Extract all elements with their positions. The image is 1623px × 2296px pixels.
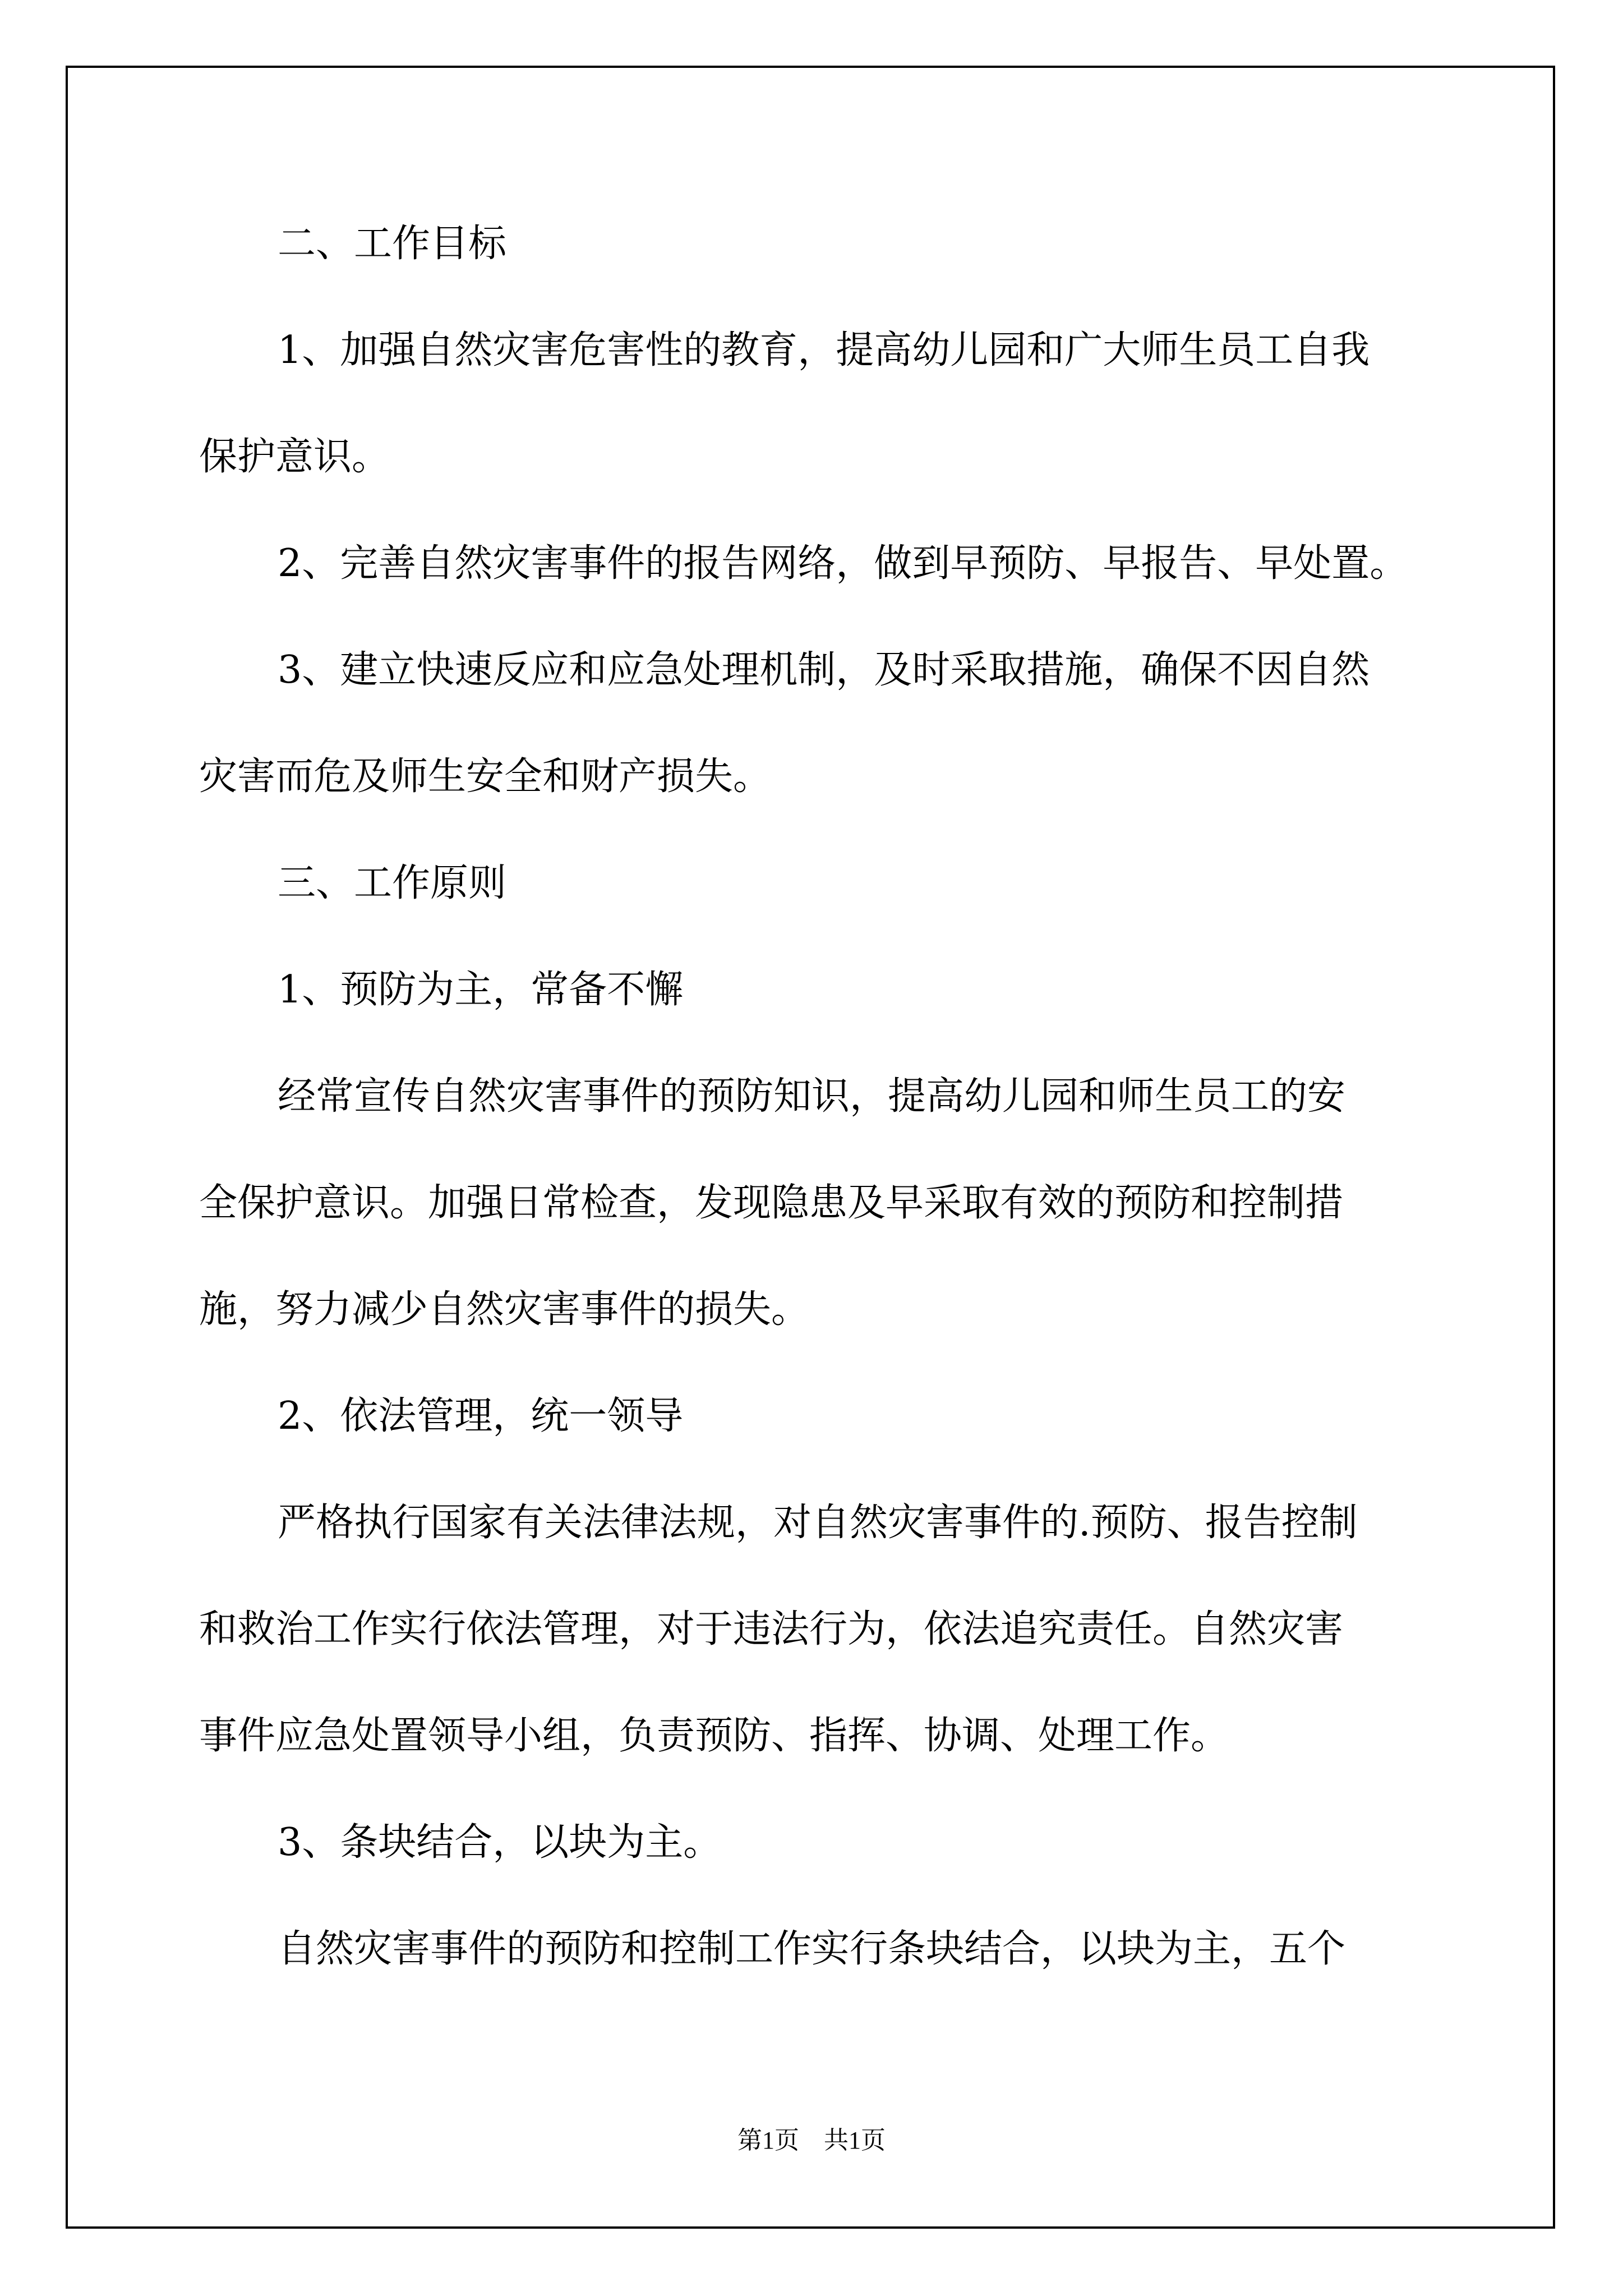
paragraph-line: 2、完善自然灾害事件的报告网络，做到早预防、早报告、早处置。 xyxy=(278,541,1408,586)
paragraph-line: 事件应急处置领导小组，负责预防、指挥、协调、处理工作。 xyxy=(199,1714,1229,1758)
paragraph-line: 自然灾害事件的预防和控制工作实行条块结合，以块为主，五个 xyxy=(278,1927,1346,1971)
paragraph-line: 经常宣传自然灾害事件的预防知识，提高幼儿园和师生员工的安 xyxy=(278,1074,1346,1119)
paragraph-line: 和救治工作实行依法管理，对于违法行为，依法追究责任。自然灾害 xyxy=(199,1607,1344,1651)
paragraph-line: 灾害而危及师生安全和财产损失。 xyxy=(199,754,772,799)
heading-work-goals: 二、工作目标 xyxy=(278,222,507,266)
subheading: 3、条块结合，以块为主。 xyxy=(278,1820,722,1865)
subheading: 1、预防为主，常备不懈 xyxy=(278,968,684,1012)
paragraph-line: 严格执行国家有关法律法规，对自然灾害事件的.预防、报告控制 xyxy=(278,1501,1358,1545)
paragraph-line: 全保护意识。加强日常检查，发现隐患及早采取有效的预防和控制措 xyxy=(199,1181,1344,1225)
paragraph-line: 保护意识。 xyxy=(199,435,390,479)
subheading: 2、依法管理，统一领导 xyxy=(278,1394,684,1438)
paragraph-line: 3、建立快速反应和应急处理机制，及时采取措施，确保不因自然 xyxy=(278,648,1370,692)
heading-work-principles: 三、工作原则 xyxy=(278,861,507,905)
page-number-footer: 第1页 共1页 xyxy=(737,2127,886,2154)
page-border xyxy=(66,66,1555,2229)
paragraph-line: 施，努力减少自然灾害事件的损失。 xyxy=(199,1287,810,1332)
paragraph-line: 1、加强自然灾害危害性的教育，提高幼儿园和广大师生员工自我 xyxy=(278,328,1370,372)
